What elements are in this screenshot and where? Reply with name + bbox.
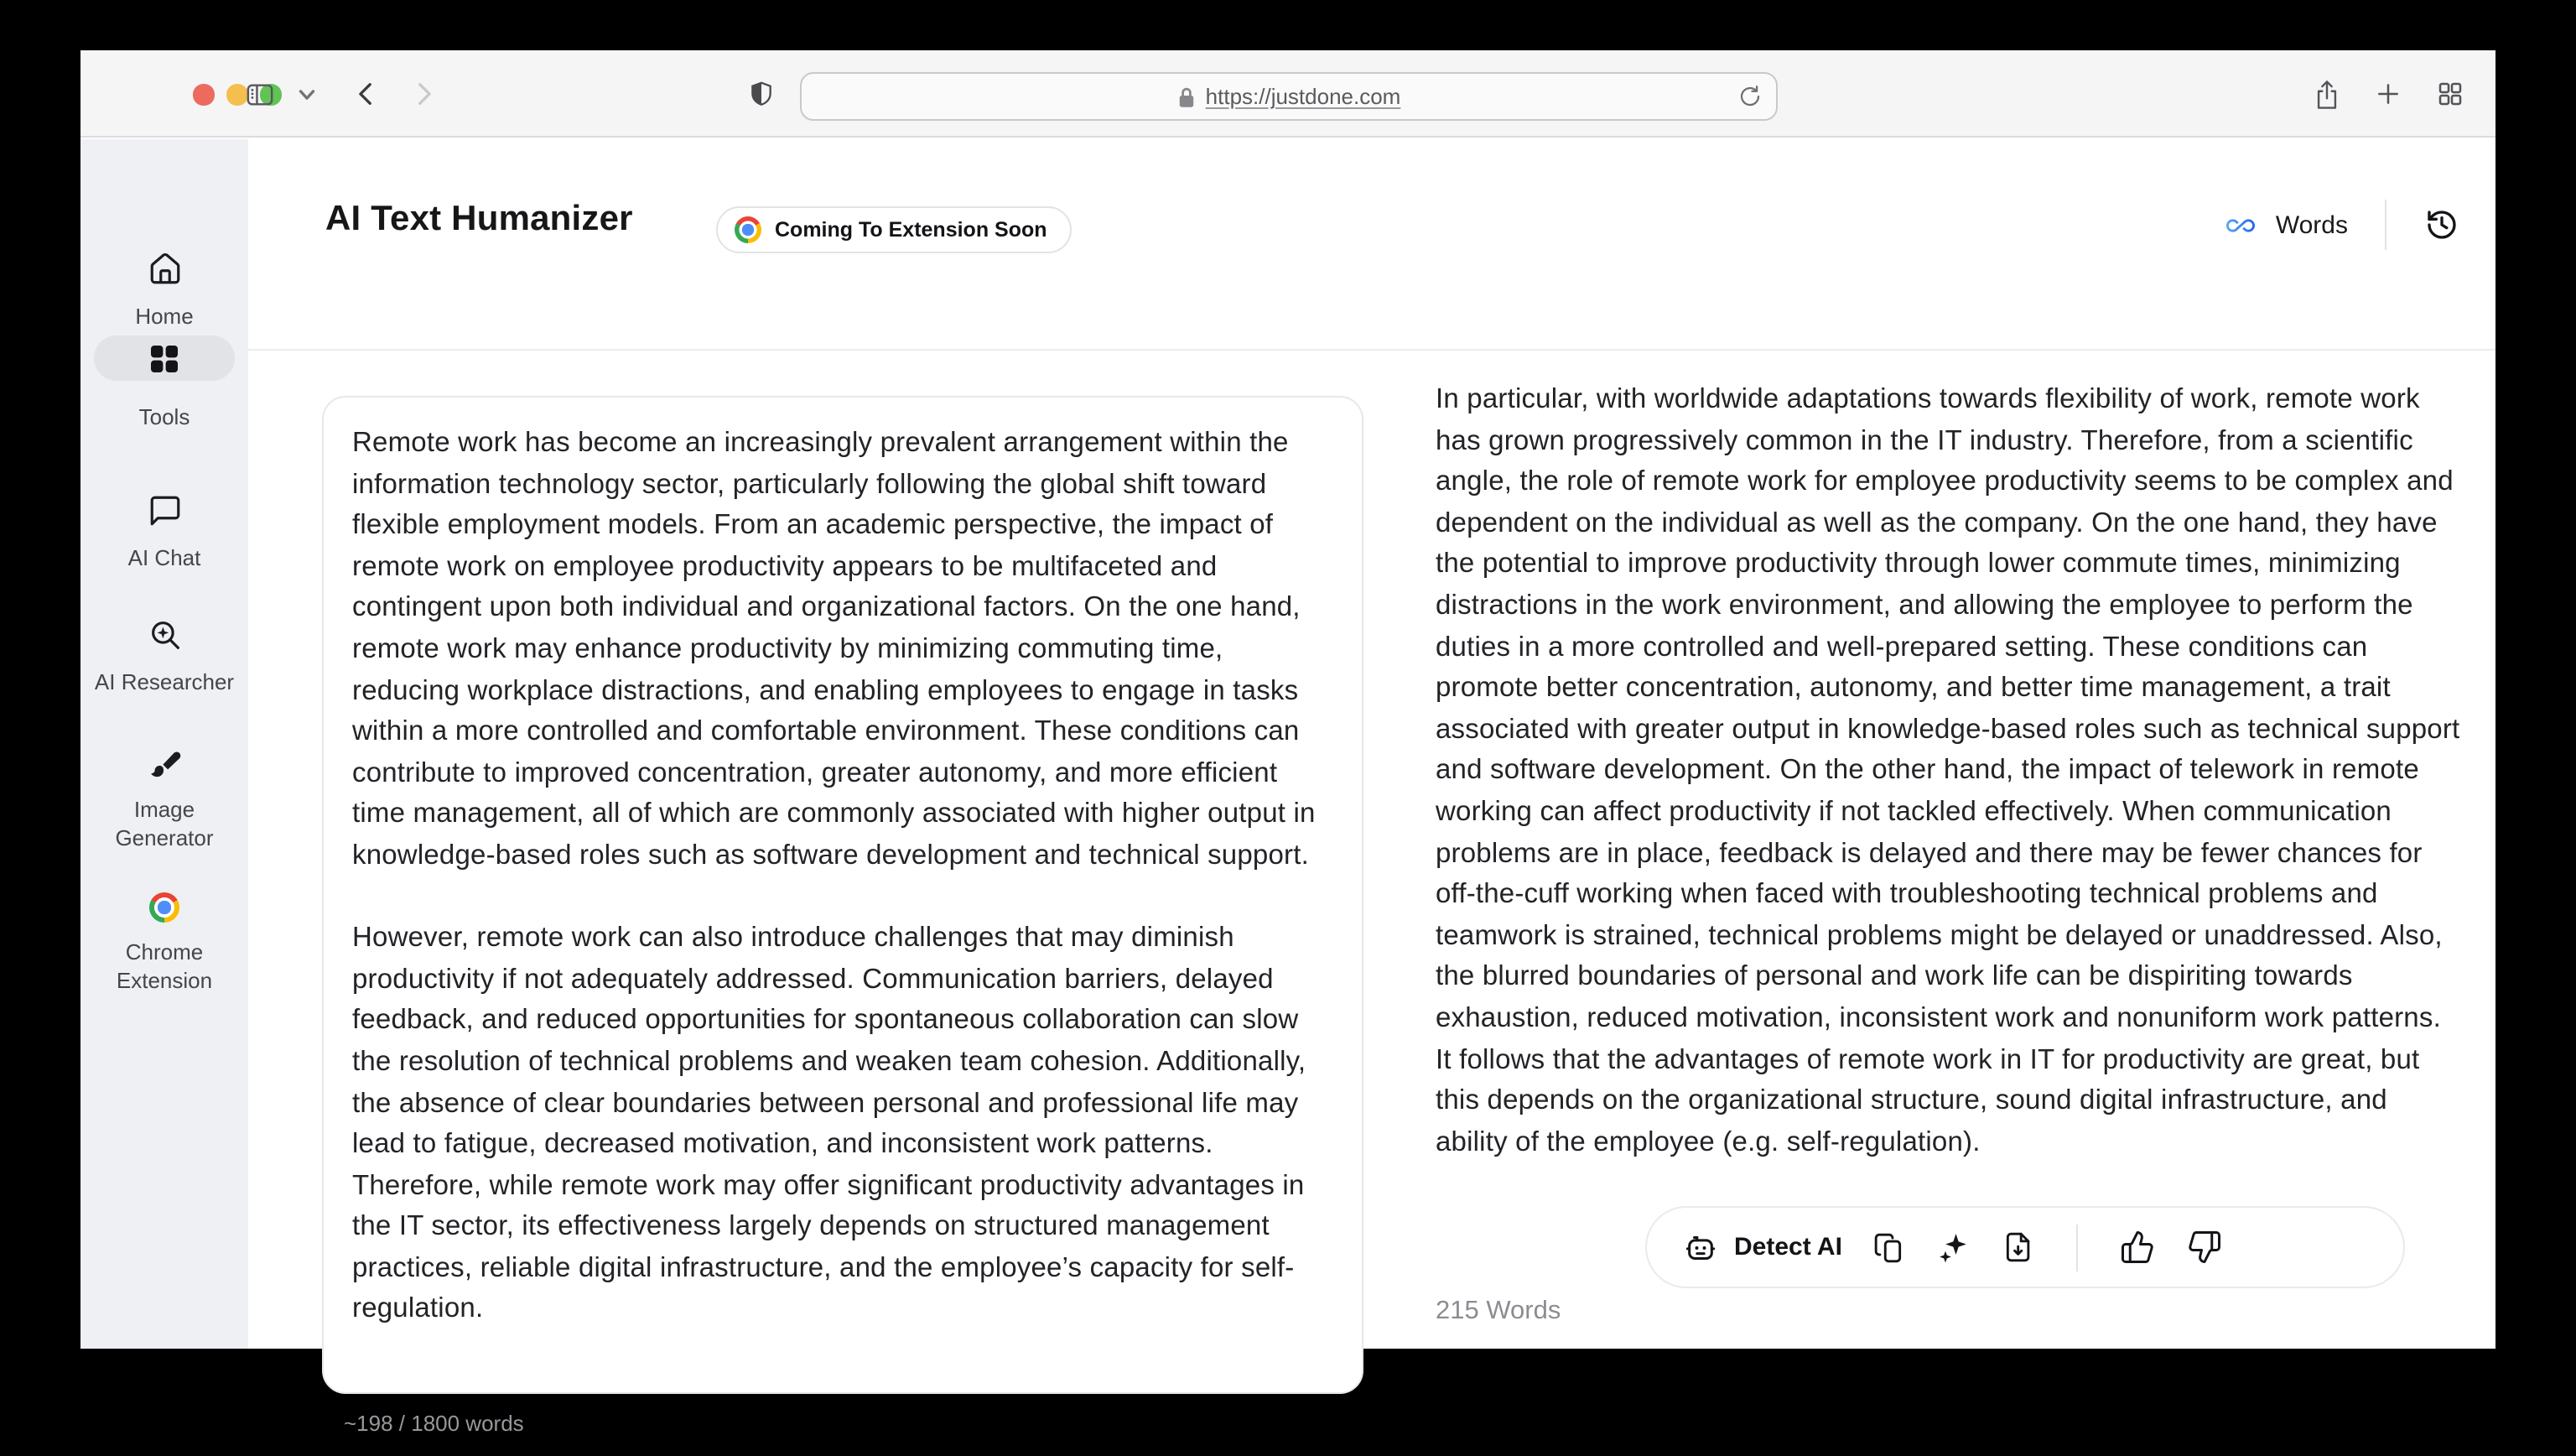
- source-paragraph-2: However, remote work can also introduce challenges that may diminish productivity if not adequately addressed. Communication barriers, delayed feedback, and reduced opportunities for spontaneous collaboration can slow the resolution of technical problems and weaken team cohesion. Additionally, the absence of clear boundaries between personal and professional life may lead to fatigue, decreased motivation, and inconsistent work patterns. Therefore, while remote work may offer significant productivity advantages in the IT sector, its effectiveness largely depends on structured management practices, reliable digital infrastructure, and the employee’s capacity for self-regulation.: [352, 923, 1306, 1324]
- sidebar-item-chrome-extension[interactable]: [80, 892, 248, 995]
- unlimited-words-icon: [2220, 211, 2261, 239]
- lock-icon: [1177, 85, 1196, 108]
- thumbs-down-button[interactable]: [2188, 1230, 2223, 1265]
- output-word-count: 215 Words: [1436, 1297, 1561, 1325]
- reload-button[interactable]: [1737, 82, 1763, 111]
- copy-button[interactable]: [1874, 1230, 1906, 1264]
- sidebar-item-ai-chat[interactable]: [80, 493, 248, 572]
- sidebar-item-label: Chrome Extension: [116, 939, 213, 993]
- sidebar-item-tools-label[interactable]: Tools: [138, 404, 190, 429]
- file-download-icon: [2003, 1230, 2035, 1265]
- history-icon[interactable]: [2425, 208, 2459, 242]
- sidebar-item-label: Image Generator: [115, 797, 214, 850]
- toolbar-divider: [2077, 1224, 2079, 1271]
- output-actions-toolbar: [1645, 1206, 2405, 1288]
- chat-bubble-icon: [147, 493, 182, 528]
- address-bar[interactable]: [800, 72, 1778, 121]
- home-icon: [147, 252, 182, 287]
- tab-overview-button[interactable]: [2437, 81, 2464, 107]
- chrome-logo-icon: [735, 216, 761, 243]
- detect-ai-button[interactable]: [1682, 1230, 1842, 1264]
- source-text-editor[interactable]: [322, 396, 1363, 1394]
- sidebar-item-home[interactable]: [80, 252, 248, 330]
- sidebar-item-label: AI Chat: [127, 545, 201, 570]
- chrome-logo-icon: [149, 892, 179, 923]
- thumbs-up-button[interactable]: [2121, 1230, 2156, 1265]
- app-sidebar: [80, 139, 248, 1349]
- privacy-shield-icon[interactable]: [748, 79, 775, 109]
- copy-icon: [1874, 1230, 1906, 1264]
- sidebar-item-tools[interactable]: [94, 335, 235, 381]
- output-paragraph: In particular, with worldwide adaptations towards flexibility of work, remote work has grown progressively common in the IT industry. Therefore, from a scientific angle, the role of remote work for employee productivity seems to be complex and dependent on the individual as well as the company. On the one hand, they have the potential to improve productivity through lower commute times, minimizing distractions in the work environment, and allowing the employee to perform the duties in a more controlled and well-prepared setting. These conditions can promote better concentration, autonomy, and better time management, a trait associated with greater output in knowledge-based roles such as technical support and software development. On the other hand, the impact of telework in remote working can affect productivity if not tackled effectively. When communication problems are in place, feedback is delayed and there may be fewer chances for off-the-cuff working when faced with troubleshooting technical problems and teamwork is strained, technical problems might be delayed or unaddressed. Also, the blurred boundaries of personal and work life can be dispiriting towards exhaustion, reduced motivation, inconsistent work and nonuniform work patterns. It follows that the advantages of remote work in IT for productivity are great, but this depends on the organizational structure, sound digital infrastructure, and ability of the employee (e.g. self-regulation).: [1436, 384, 2460, 1157]
- back-button[interactable]: [352, 79, 381, 109]
- sparkles-icon: [1938, 1230, 1971, 1265]
- rewrite-sparkle-button[interactable]: [1938, 1230, 1971, 1265]
- source-paragraph-1: Remote work has become an increasingly prevalent arrangement within the information technology sector, particularly following the global shift toward flexible employment models. From an academic perspective, the impact of remote work on employee productivity appears to be multifaceted and contingent upon both individual and organizational factors. On the one hand, remote work may enhance productivity by minimizing commuting time, reducing workplace distractions, and enabling employees to engage in tasks within a more controlled and comfortable environment. These conditions can contribute to improved concentration, greater autonomy, and more efficient time management, all of which are commonly associated with higher output in knowledge-based roles such as software development and technical support.: [352, 428, 1316, 871]
- sidebar-item-ai-researcher[interactable]: [80, 617, 248, 696]
- close-window-button[interactable]: [193, 84, 214, 105]
- research-magnifier-icon: [147, 617, 182, 653]
- sidebar-item-label: AI Researcher: [94, 669, 235, 694]
- new-tab-button[interactable]: [2375, 81, 2402, 107]
- page-content: [80, 139, 2496, 1436]
- thumbs-up-icon: [2121, 1230, 2156, 1265]
- share-button[interactable]: [2313, 79, 2341, 111]
- page-title: AI Text Humanizer: [325, 200, 633, 238]
- browser-toolbar: [80, 50, 2496, 138]
- forward-button[interactable]: [409, 79, 438, 109]
- coming-to-extension-badge[interactable]: [716, 206, 1072, 253]
- source-word-count: ~198 / 1800 words: [344, 1411, 524, 1436]
- thumbs-down-icon: [2188, 1230, 2223, 1265]
- robot-icon: [1682, 1230, 1719, 1264]
- header-divider: [2385, 200, 2386, 250]
- tools-icon: [149, 343, 179, 373]
- paintbrush-icon: [147, 745, 182, 780]
- sidebar-item-label: Home: [135, 304, 194, 329]
- browser-window: [80, 50, 2496, 1436]
- detect-ai-label: Detect AI: [1734, 1233, 1842, 1261]
- export-file-button[interactable]: [2003, 1230, 2035, 1265]
- sidebar-item-image-generator[interactable]: [80, 745, 248, 852]
- url-text: https://justdone.com: [1205, 84, 1401, 109]
- header-divider-line: [248, 349, 2496, 351]
- words-label: Words: [2275, 211, 2348, 239]
- sidebar-menu-chevron-icon[interactable]: [299, 89, 315, 101]
- badge-label: Coming To Extension Soon: [775, 218, 1047, 242]
- sidebar-toggle-icon[interactable]: [245, 80, 275, 108]
- humanized-output-text: [1436, 379, 2464, 1163]
